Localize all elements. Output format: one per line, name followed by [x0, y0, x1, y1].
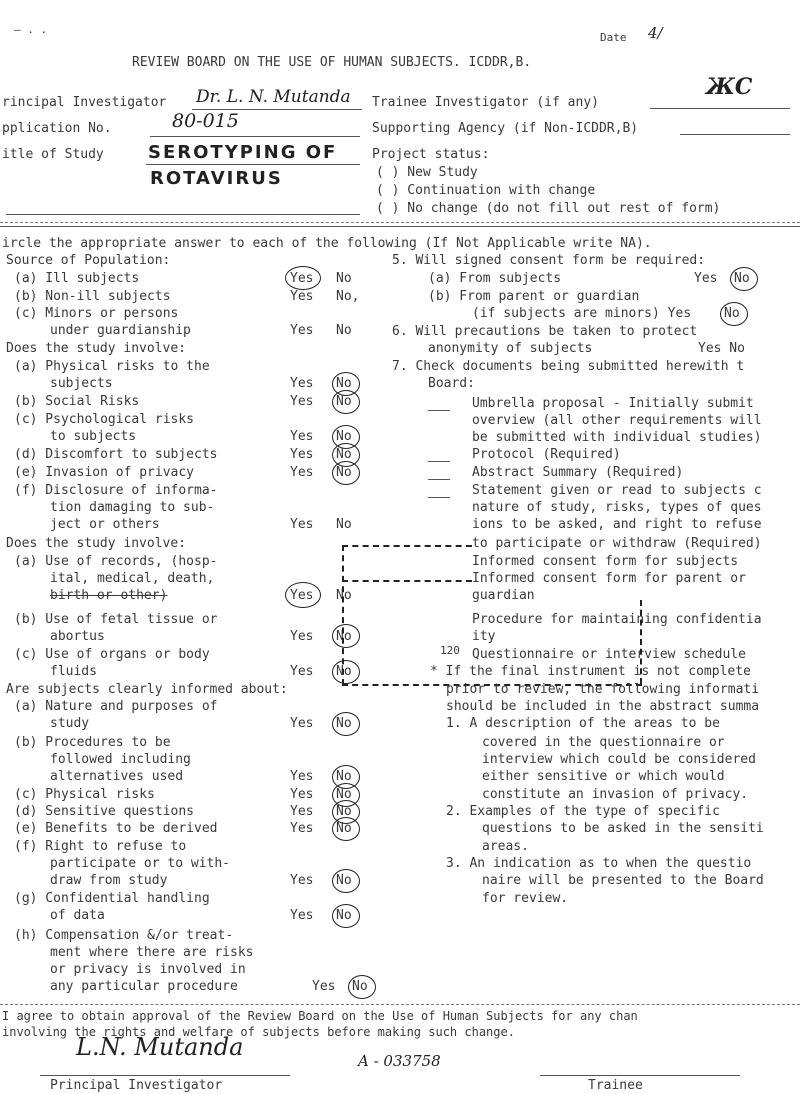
q6-heading: 6. Will precautions be taken to protect	[392, 324, 698, 339]
q4f-label-1: (f) Right to refuse to	[14, 839, 187, 854]
bracket-left	[342, 545, 344, 685]
q1b-no: No,	[336, 289, 360, 304]
q4b-yes: Yes	[290, 769, 314, 784]
q2f-label-1: (f) Disclosure of informa-	[14, 483, 218, 498]
q4e-yes: Yes	[290, 821, 314, 836]
q3a-no: No	[336, 588, 352, 603]
q2a-yes: Yes	[290, 376, 314, 391]
q4f-no: No	[336, 873, 352, 888]
q4c-no: No	[336, 787, 352, 802]
q2b-label: (b) Social Risks	[14, 394, 140, 409]
note-item-1e: constitute an invasion of privacy.	[482, 787, 749, 802]
date-value: 4/	[648, 24, 663, 42]
q4d-label: (d) Sensitive questions	[14, 804, 195, 819]
doc-statement-1: Statement given or read to subjects c	[472, 483, 762, 498]
q6-label: anonymity of subjects	[428, 341, 593, 356]
application-label: pplication No.	[2, 121, 112, 136]
q2e-label: (e) Invasion of privacy	[14, 465, 195, 480]
doc-statement-4: to participate or withdraw (Required)	[472, 536, 762, 551]
q7-heading: 7. Check documents being submitted herewith t	[392, 359, 745, 374]
q4h-no-circle	[348, 975, 376, 999]
doc-questionnaire: Questionnaire or interview schedule	[472, 647, 746, 662]
study-title-value-2: ROTAVIRUS	[150, 168, 283, 189]
q2e-yes: Yes	[290, 465, 314, 480]
q5-heading: 5. Will signed consent form be required:	[392, 253, 706, 268]
status-no-change: ( ) No change (do not fill out rest of form)	[376, 201, 721, 216]
q1a-yes-circle	[285, 266, 321, 290]
doc-blank-2	[428, 461, 450, 462]
note-item-2c: areas.	[482, 839, 529, 854]
note-item-1d: either sensitive or which would	[482, 769, 725, 784]
status-label: Project status:	[372, 147, 490, 162]
q2b-yes: Yes	[290, 394, 314, 409]
q3-heading: Does the study involve:	[6, 536, 187, 551]
q4a-label-2: study	[50, 716, 90, 731]
q4g-label-1: (g) Confidential handling	[14, 891, 210, 906]
q4c-label: (c) Physical risks	[14, 787, 155, 802]
q4-heading: Are subjects clearly informed about:	[6, 682, 288, 697]
trainee-signature-label: Trainee	[588, 1078, 643, 1093]
q3b-no-circle	[332, 624, 360, 648]
q4f-yes: Yes	[290, 873, 314, 888]
q2d-no: No	[336, 447, 352, 462]
q4a-label-1: (a) Nature and purposes of	[14, 699, 218, 714]
form-title: REVIEW BOARD ON THE USE OF HUMAN SUBJECTS. ICDDR,B.	[132, 55, 532, 70]
doc-confidentiality-1: Procedure for maintaining confidentia	[472, 612, 762, 627]
note-item-2a: 2. Examples of the type of specific	[446, 804, 720, 819]
study-title-value-1: SEROTYPING OF	[148, 142, 338, 163]
bracket-middle	[342, 580, 472, 582]
q1a-label: (a) Ill subjects	[14, 271, 140, 286]
status-new: ( ) New Study	[376, 165, 478, 180]
q4e-no-circle	[332, 817, 360, 841]
q3a-label-2: ital, medical, death,	[50, 571, 215, 586]
q1a-no: No	[336, 271, 352, 286]
q4b-label-3: alternatives used	[50, 769, 184, 784]
q5b-label-1: (b) From parent or guardian	[428, 289, 640, 304]
q3c-no: No	[336, 664, 352, 679]
q5a-label: (a) From subjects	[428, 271, 562, 286]
q4g-no: No	[336, 908, 352, 923]
q2f-yes: Yes	[290, 517, 314, 532]
q3a-yes: Yes	[290, 588, 314, 603]
doc-protocol: Protocol (Required)	[472, 447, 621, 462]
q1c-yes: Yes	[290, 323, 314, 338]
agreement-line-2: involving the rights and welfare of subjects before making such change.	[2, 1025, 515, 1039]
application-value: 80-015	[172, 110, 239, 132]
note-item-3c: for review.	[482, 891, 569, 906]
q2c-label-1: (c) Psychological risks	[14, 412, 195, 427]
q4h-label-4: any particular procedure	[50, 979, 238, 994]
q3c-no-circle	[332, 660, 360, 684]
q4b-label-2: followed including	[50, 752, 191, 767]
q3a-label-1: (a) Use of records, (hosp-	[14, 554, 218, 569]
doc-statement-2: nature of study, risks, types of ques	[472, 500, 762, 515]
q7-board: Board:	[428, 376, 475, 391]
trainee-label: Trainee Investigator (if any)	[372, 95, 599, 110]
q4d-no: No	[336, 804, 352, 819]
note-item-3b: naire will be presented to the Board	[482, 873, 764, 888]
q3c-label-1: (c) Use of organs or body	[14, 647, 210, 662]
q3b-yes: Yes	[290, 629, 314, 644]
q4h-yes: Yes	[312, 979, 336, 994]
q2c-no: No	[336, 429, 352, 444]
q2c-label-2: to subjects	[50, 429, 137, 444]
pi-label: rincipal Investigator	[2, 95, 167, 110]
status-continuation: ( ) Continuation with change	[376, 183, 596, 198]
doc-statement-3: ions to be asked, and right to refuse	[472, 517, 762, 532]
stamp-mark: 120	[440, 644, 460, 657]
agency-label: Supporting Agency (if Non-ICDDR,B)	[372, 121, 639, 136]
q4a-no-circle	[332, 712, 360, 736]
q3b-no: No	[336, 629, 352, 644]
doc-confidentiality-2: ity	[472, 629, 496, 644]
note-item-3a: 3. An indication as to when the questio	[446, 856, 752, 871]
pi-signature-label: Principal Investigator	[50, 1078, 223, 1093]
q4b-no: No	[336, 769, 352, 784]
q3c-label-2: fluids	[50, 664, 97, 679]
agreement-line-1: I agree to obtain approval of the Review Board on the Use of Human Subjects for any chan	[2, 1009, 638, 1023]
q6-answers: Yes No	[698, 341, 745, 356]
note-line-3: should be included in the abstract summa	[446, 699, 760, 714]
handwritten-mark: ЖC	[706, 74, 753, 100]
q2b-no-circle	[332, 390, 360, 414]
q3b-label-2: abortus	[50, 629, 105, 644]
q4c-yes: Yes	[290, 787, 314, 802]
q5a-no: No	[734, 271, 750, 286]
q2a-label-1: (a) Physical risks to the	[14, 359, 210, 374]
q2b-no: No	[336, 394, 352, 409]
doc-abstract: Abstract Summary (Required)	[472, 465, 684, 480]
q4g-yes: Yes	[290, 908, 314, 923]
q4h-label-2: ment where there are risks	[50, 945, 254, 960]
instructions: ircle the appropriate answer to each of the following (If Not Applicable write NA).	[2, 236, 652, 251]
q4a-no: No	[336, 716, 352, 731]
q3c-yes: Yes	[290, 664, 314, 679]
q2a-no: No	[336, 376, 352, 391]
q5a-no-circle	[730, 267, 758, 291]
doc-consent-guardian-1: Informed consent form for parent or	[472, 571, 746, 586]
doc-umbrella-1: Umbrella proposal - Initially submit	[472, 396, 754, 411]
q2f-no: No	[336, 517, 352, 532]
note-item-1a: 1. A description of the areas to be	[446, 716, 720, 731]
stamp-code: A - 033758	[358, 1052, 441, 1070]
q2f-label-3: ject or others	[50, 517, 160, 532]
q4h-label-3: or privacy is involved in	[50, 962, 246, 977]
note-line-2: prior to review, the following informati	[446, 682, 760, 697]
q1c-label-2: under guardianship	[50, 323, 191, 338]
q5b-label-2: (if subjects are minors) Yes	[472, 306, 692, 321]
corner-mark: — . .	[14, 23, 48, 36]
q1c-label-1: (c) Minors or persons	[14, 306, 179, 321]
q4g-label-2: of data	[50, 908, 105, 923]
q4e-label: (e) Benefits to be derived	[14, 821, 218, 836]
q4e-no: No	[336, 821, 352, 836]
q2e-no-circle	[332, 461, 360, 485]
q2f-label-2: tion damaging to sub-	[50, 500, 215, 515]
q2d-label: (d) Discomfort to subjects	[14, 447, 218, 462]
q3b-label-1: (b) Use of fetal tissue or	[14, 612, 218, 627]
doc-umbrella-3: be submitted with individual studies)	[472, 430, 762, 445]
bracket-top	[342, 545, 472, 547]
pi-value: Dr. L. N. Mutanda	[196, 87, 351, 107]
q5b-no-circle	[720, 302, 748, 326]
q1c-no: No	[336, 323, 352, 338]
note-item-2b: questions to be asked in the sensiti	[482, 821, 764, 836]
q4b-label-1: (b) Procedures to be	[14, 735, 171, 750]
q4f-no-circle	[332, 869, 360, 893]
q2a-label-2: subjects	[50, 376, 113, 391]
q4g-no-circle	[332, 904, 360, 928]
doc-consent-subjects: Informed consent form for subjects	[472, 554, 739, 569]
q4d-yes: Yes	[290, 804, 314, 819]
q4f-label-3: draw from study	[50, 873, 168, 888]
q4h-label-1: (h) Compensation &/or treat-	[14, 928, 234, 943]
q5b-no: No	[724, 306, 740, 321]
q4h-no: No	[352, 979, 368, 994]
note-item-1c: interview which could be considered	[482, 752, 756, 767]
q1b-label: (b) Non-ill subjects	[14, 289, 171, 304]
note-item-1b: covered in the questionnaire or	[482, 735, 725, 750]
q3a-yes-circle	[285, 582, 321, 608]
q2d-yes: Yes	[290, 447, 314, 462]
q2-heading: Does the study involve:	[6, 341, 187, 356]
q1-heading: Source of Population:	[6, 253, 171, 268]
note-line-1: * If the final instrument is not complete	[430, 664, 751, 679]
q5a-yes: Yes	[694, 271, 718, 286]
q4a-yes: Yes	[290, 716, 314, 731]
doc-consent-guardian-2: guardian	[472, 588, 535, 603]
doc-blank-4	[428, 497, 450, 498]
date-label: Date	[600, 31, 627, 44]
study-title-label: itle of Study	[2, 147, 104, 162]
doc-umbrella-2: overview (all other requirements will	[472, 413, 762, 428]
q1b-yes: Yes	[290, 289, 314, 304]
q2e-no: No	[336, 465, 352, 480]
q4f-label-2: participate or to with-	[50, 856, 231, 871]
pi-signature: L.N. Mutanda	[76, 1033, 244, 1061]
doc-blank-1	[428, 410, 450, 411]
q2c-yes: Yes	[290, 429, 314, 444]
q1a-yes: Yes	[290, 271, 314, 286]
doc-blank-3	[428, 479, 450, 480]
q3a-label-3: birth or other)	[50, 588, 168, 603]
